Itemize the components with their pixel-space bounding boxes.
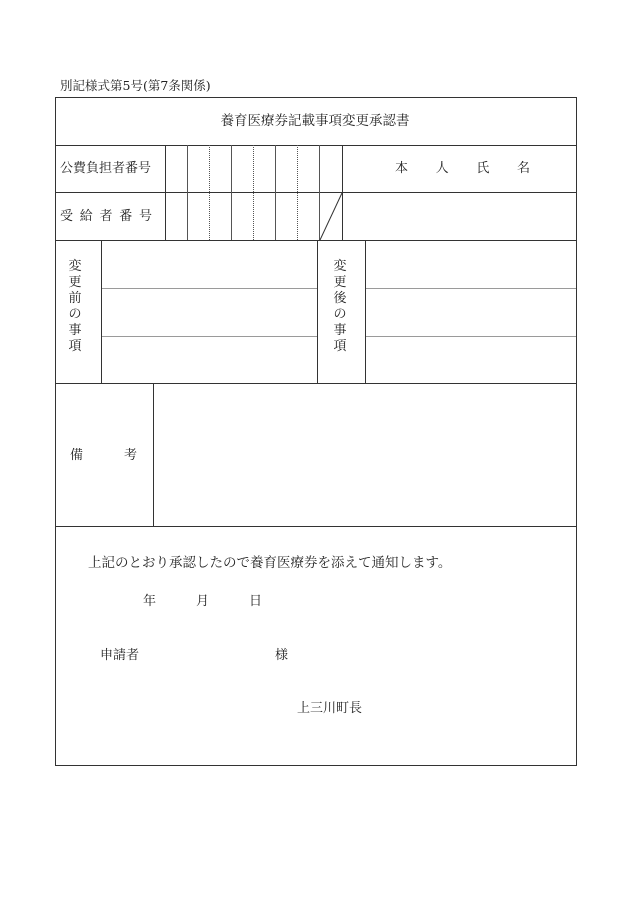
row-divider [55, 145, 577, 146]
date-month: 月 [196, 594, 210, 609]
issuer-name: 上三川町長 [297, 701, 363, 716]
grid-line [165, 145, 166, 240]
row-divider [55, 240, 577, 241]
recipient-number-label: 受 給 者 番 号 [60, 209, 152, 224]
form-border [55, 97, 577, 766]
grid-line [187, 145, 188, 240]
row-divider [55, 192, 577, 193]
date-year: 年 [143, 594, 157, 609]
form-number-label: 別記様式第5号(第7条関係) [60, 78, 211, 93]
after-line [365, 336, 576, 337]
grid-line [275, 145, 276, 240]
applicant-label: 申請者 [100, 648, 140, 663]
grid-line [297, 145, 298, 240]
after-line [365, 288, 576, 289]
remarks-label: 備 考 [70, 448, 137, 463]
before-change-label: 変 更 前 の 事 項 [68, 259, 82, 354]
after-change-label: 変 更 後 の 事 項 [333, 259, 347, 354]
form-title: 養育医療券記載事項変更承認書 [220, 113, 410, 129]
notice-text: 上記のとおり承認したので養育医療券を添えて通知します。 [88, 555, 452, 571]
slash-mark [319, 192, 343, 241]
date-day: 日 [249, 594, 263, 609]
change-divider [365, 240, 366, 383]
change-divider [317, 240, 318, 383]
remarks-divider [153, 383, 154, 526]
public-payer-number-label: 公費負担者番号 [60, 161, 152, 176]
change-divider [101, 240, 102, 383]
row-divider [55, 383, 577, 384]
grid-line [231, 145, 232, 240]
before-line [101, 336, 317, 337]
grid-line [209, 145, 210, 240]
recipient-name-label: 本 人 氏 名 [395, 161, 530, 176]
row-divider [55, 526, 577, 527]
before-line [101, 288, 317, 289]
grid-line [253, 145, 254, 240]
honorific-sama: 様 [275, 648, 289, 663]
